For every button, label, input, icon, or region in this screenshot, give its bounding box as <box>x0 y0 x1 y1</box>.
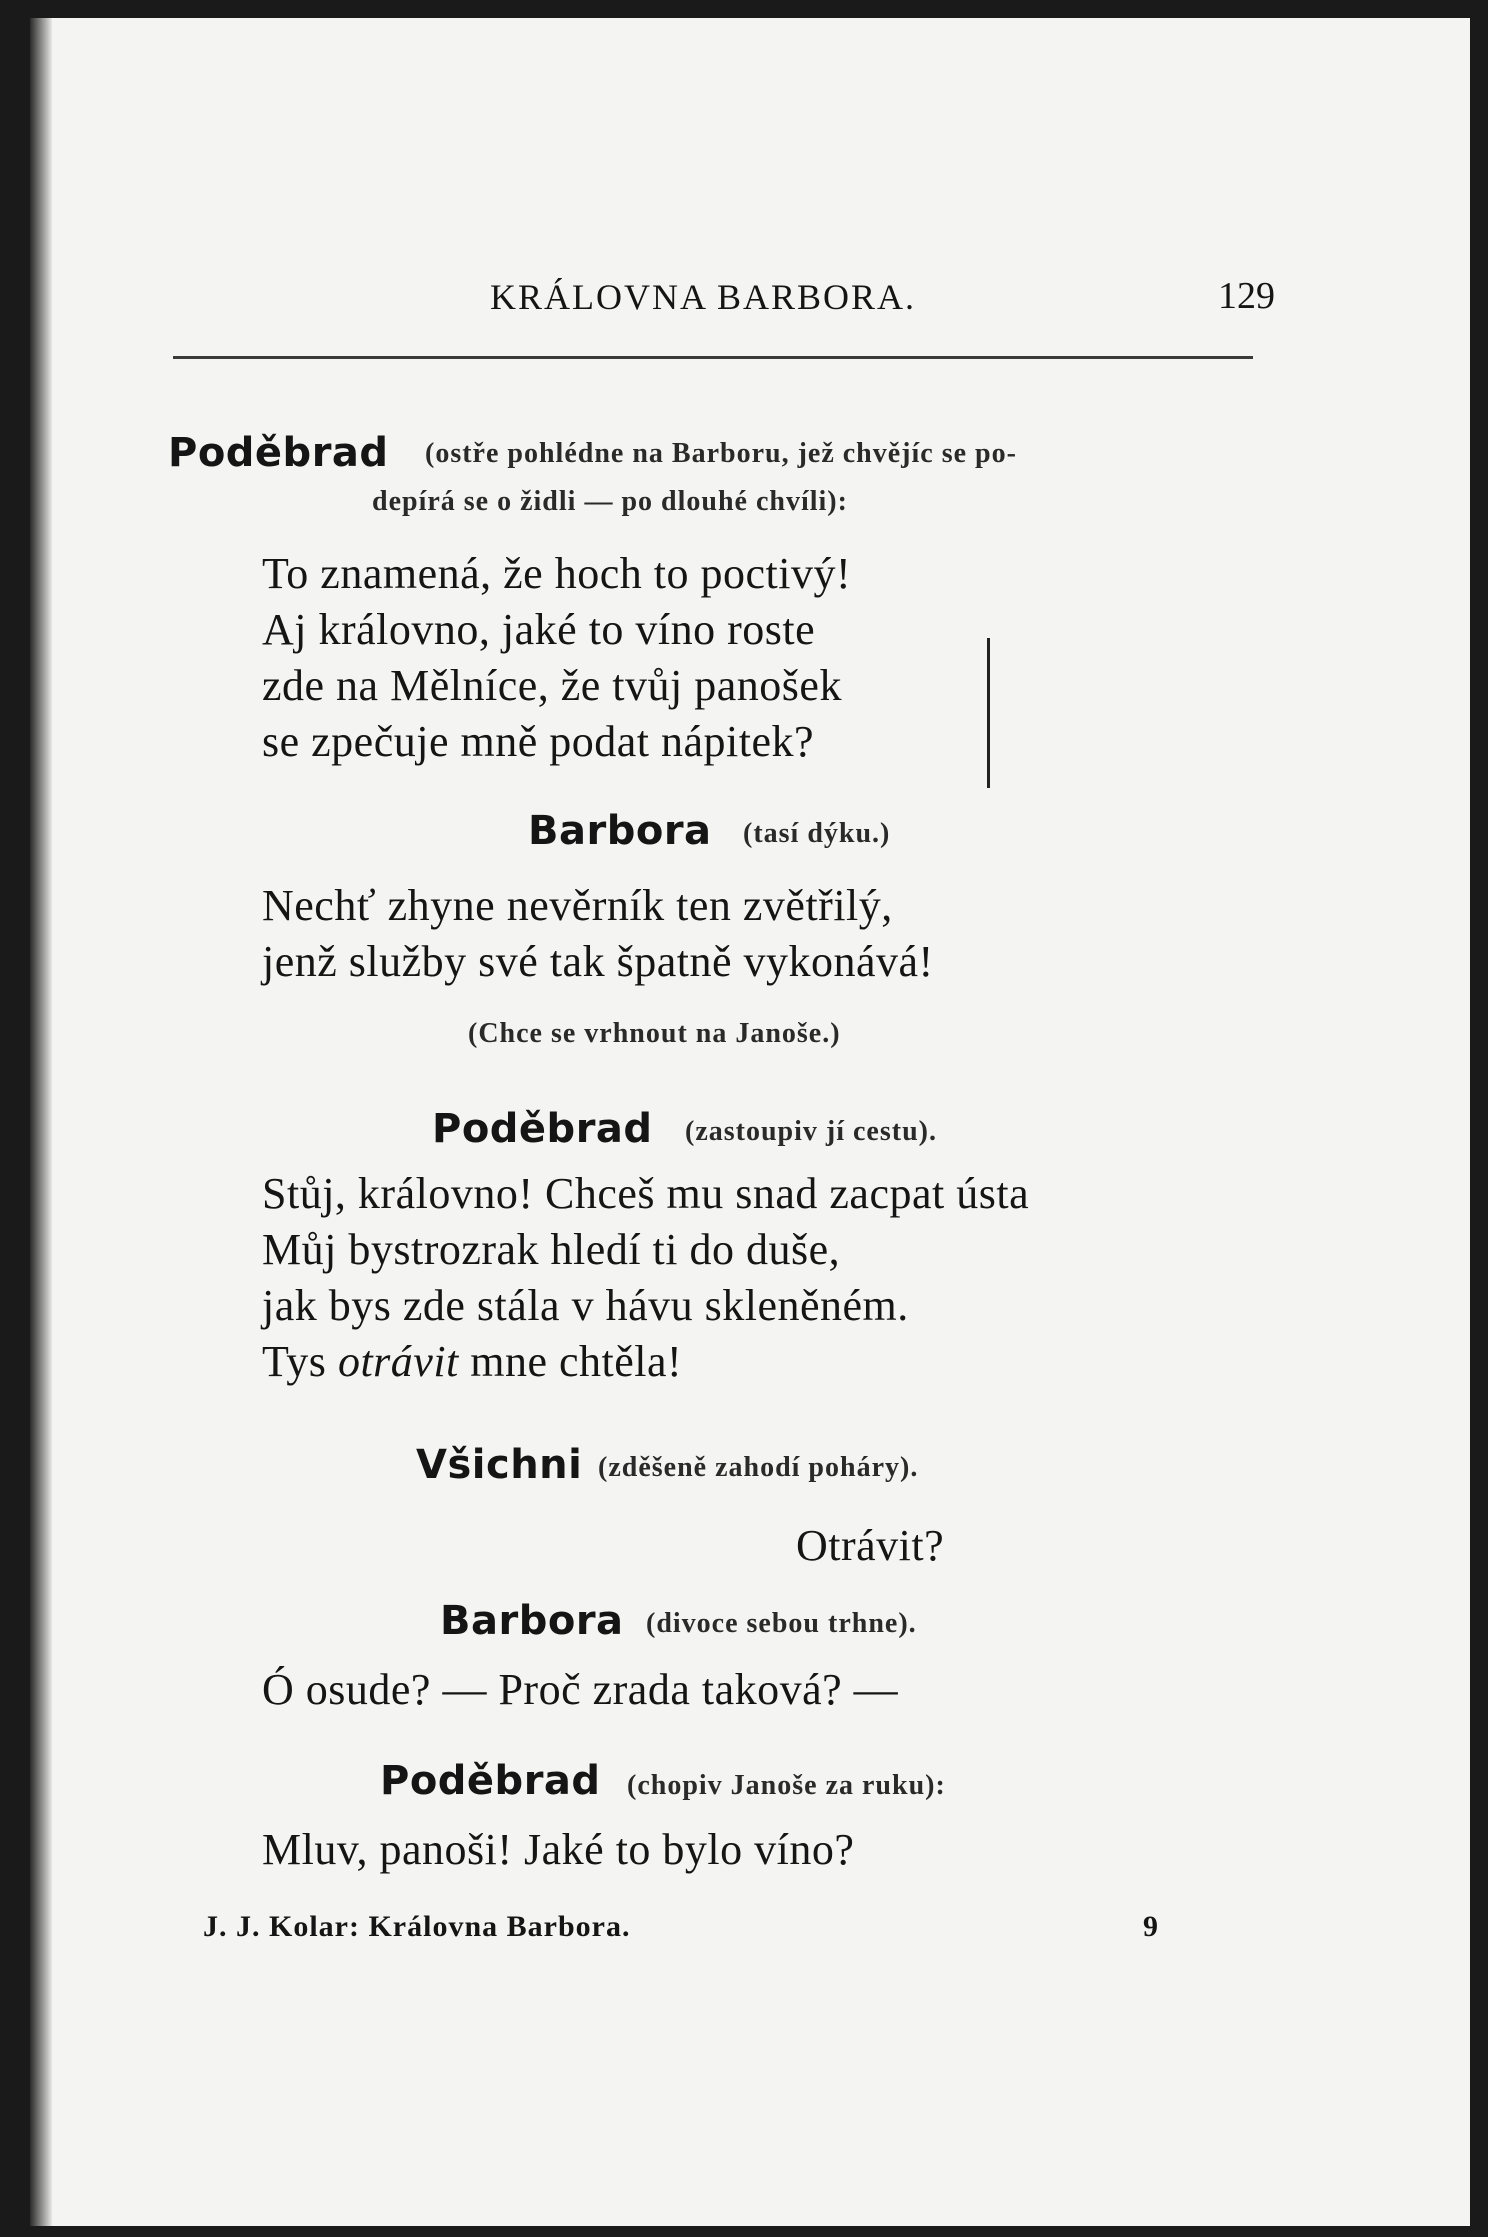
stage-direction: (ostře pohlédne na Barboru, jež chvějíc se po- <box>425 438 1017 469</box>
verse-emphasis: otrávit <box>337 1337 459 1386</box>
stage-direction: (zděšeně zahodí poháry). <box>598 1452 919 1483</box>
page-number: 129 <box>1218 275 1275 317</box>
verse-line: zde na Mělníce, že tvůj panošek <box>262 661 842 710</box>
margin-bracket <box>987 638 990 788</box>
speaker-name: Barbora <box>528 808 712 854</box>
binding-gutter <box>30 18 52 2226</box>
signature-mark: J. J. Kolar: Královna Barbora. <box>203 1910 631 1943</box>
stage-direction-continuation: depírá se o židli — po dlouhé chvíli): <box>372 486 848 517</box>
verse-line: jenž služby své tak špatně vykonává! <box>262 937 934 986</box>
stage-direction: (Chce se vrhnout na Janoše.) <box>468 1018 841 1049</box>
speaker-name: Všichni <box>416 1442 583 1488</box>
header-rule <box>173 356 1253 359</box>
stage-direction: (chopiv Janoše za ruku): <box>627 1770 946 1801</box>
running-title: KRÁLOVNA BARBORA. <box>490 277 917 317</box>
verse-line: Mluv, panoši! Jaké to bylo víno? <box>262 1825 855 1874</box>
verse-line: To znamená, že hoch to poctivý! <box>262 549 852 598</box>
verse-line: Otrávit? <box>796 1521 945 1570</box>
verse-line <box>262 1336 682 1387</box>
verse-text: Tys <box>262 1337 338 1386</box>
speaker-name: Barbora <box>440 1598 624 1644</box>
verse-line: Nechť zhyne nevěrník ten zvětřilý, <box>262 881 893 930</box>
verse-line: Aj královno, jaké to víno roste <box>262 605 816 654</box>
verse-line: se zpečuje mně podat nápitek? <box>262 717 815 766</box>
verse-line: Stůj, královno! Chceš mu snad zacpat ústa <box>262 1169 1030 1218</box>
speaker-name: Poděbrad <box>168 430 389 476</box>
stage-direction: (divoce sebou trhne). <box>646 1608 917 1639</box>
speaker-name: Poděbrad <box>380 1758 601 1804</box>
book-page <box>30 18 1470 2226</box>
sheet-number: 9 <box>1143 1910 1159 1943</box>
verse-line: jak bys zde stála v hávu skleněném. <box>262 1281 909 1330</box>
verse-line: Ó osude? — Proč zrada taková? — <box>262 1665 899 1714</box>
verse-text: mne chtěla! <box>458 1337 683 1386</box>
verse-line: Můj bystrozrak hledí ti do duše, <box>262 1225 841 1274</box>
stage-direction: (tasí dýku.) <box>743 818 891 849</box>
speaker-name: Poděbrad <box>432 1106 653 1152</box>
stage-direction: (zastoupiv jí cestu). <box>685 1116 937 1147</box>
